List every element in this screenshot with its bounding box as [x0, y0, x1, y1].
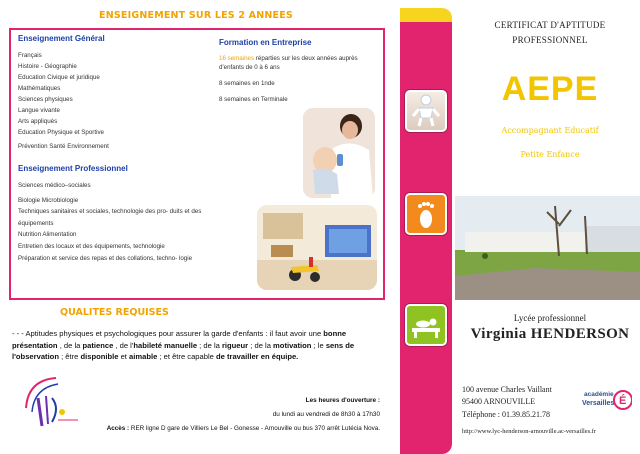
aepe-title: AEPE — [501, 70, 599, 108]
list-item: Arts appliqués — [18, 118, 58, 125]
school-logo — [16, 368, 86, 438]
list-item: Education Civique et juridique — [18, 74, 100, 81]
general-list — [18, 50, 208, 152]
list-item: Prévention Santé Environnement — [18, 143, 109, 150]
list-item: Education Physique et Sportive — [18, 129, 104, 136]
access-info: Accès : RER ligne D gare de Villiers Le Bel - Gonesse - Arnouville ou bus 370 arrêt Lutécia Nova. — [106, 425, 380, 432]
teaching-header: ENSEIGNEMENT SUR LES 2 ANNEES — [99, 10, 293, 21]
address-street: 100 avenue Charles Vaillant — [462, 385, 552, 394]
changing-table-icon — [405, 304, 447, 346]
academie-logo-text-2: Versailles — [582, 400, 615, 407]
list-item: Langue vivante — [18, 107, 60, 114]
formation-lines — [219, 79, 381, 104]
certificate-line-1: CERTIFICAT D'APTITUDE — [494, 20, 606, 30]
baby-figure-icon — [405, 90, 447, 132]
formation-title: Formation en Entreprise — [219, 38, 312, 47]
list-item: Entretien des locaux et des équipements, technologie — [18, 242, 165, 250]
list-item: Sciences physiques — [18, 96, 73, 103]
aepe-subtitle-1: Accompagnant Educatif — [501, 126, 599, 135]
professional-list — [18, 180, 208, 264]
formation-column — [219, 38, 381, 104]
formation-line1: réparties sur les deux années auprès d'enfants de 0 à 6 ans — [219, 55, 358, 71]
address-city: 95400 ARNOUVILLE — [462, 397, 536, 406]
classroom-photo — [257, 205, 377, 290]
aepe-subtitle-2: Petite Enfance — [520, 150, 580, 159]
pink-stripe — [400, 22, 452, 454]
phone-number: Téléphone : 01.39.85.21.78 — [462, 410, 550, 419]
general-title: Enseignement Général — [18, 34, 105, 43]
stripe-top — [400, 8, 452, 22]
list-item: Biologie Microbiologie — [18, 196, 79, 204]
professional-title: Enseignement Professionnel — [18, 164, 128, 173]
list-item: Histoire - Géographie — [18, 63, 77, 70]
qualities-title: QUALITES REQUISES — [60, 307, 169, 318]
list-item: Français — [18, 52, 42, 59]
school-building-photo — [455, 196, 640, 300]
academie-versailles-logo — [582, 382, 632, 420]
nursery-photo — [303, 108, 375, 198]
hours-value: du lundi au vendredi de 8h30 à 17h30 — [272, 411, 380, 418]
qualities-text: - - - Aptitudes physiques et psychologiques pour assurer la garde d'enfants : il faut avoir une bonne présentation , de la patience , de l'habileté manuelle ; de la rigueur ; de la motivation ; le sens de l'observation ; être disponible et aimable ; et être capable de travailler en équipe. — [12, 329, 355, 362]
list-item: Mathématiques — [18, 85, 61, 92]
formation-text — [219, 54, 381, 72]
hours-title: Les heures d'ouverture : — [305, 397, 380, 404]
formation-line2: 8 semaines en 1nde — [219, 80, 275, 87]
formation-highlight: 16 semaines — [219, 55, 255, 62]
formation-line3: 8 semaines en Terminale — [219, 96, 288, 103]
school-type: Lycée professionnel — [513, 313, 587, 323]
list-item: Techniques sanitaires et sociales, technologie des pro- duits et des équipements — [18, 208, 202, 227]
certificate-line-2: PROFESSIONNEL — [512, 35, 588, 45]
footprint-icon — [405, 193, 447, 235]
svg-text:É: É — [619, 395, 627, 407]
academie-logo-text-1: académie — [584, 391, 614, 398]
list-item: Nutrition Alimentation — [18, 231, 77, 239]
general-column — [18, 34, 208, 264]
school-name: Virginia HENDERSON — [470, 326, 630, 342]
website-link[interactable]: http://www.lyc-henderson-arnouville.ac-versailles.fr — [462, 428, 596, 435]
list-item: Sciences médico–sociales — [18, 182, 91, 189]
list-item: Préparation et service des repas et des collations, techno- logie — [18, 254, 193, 262]
